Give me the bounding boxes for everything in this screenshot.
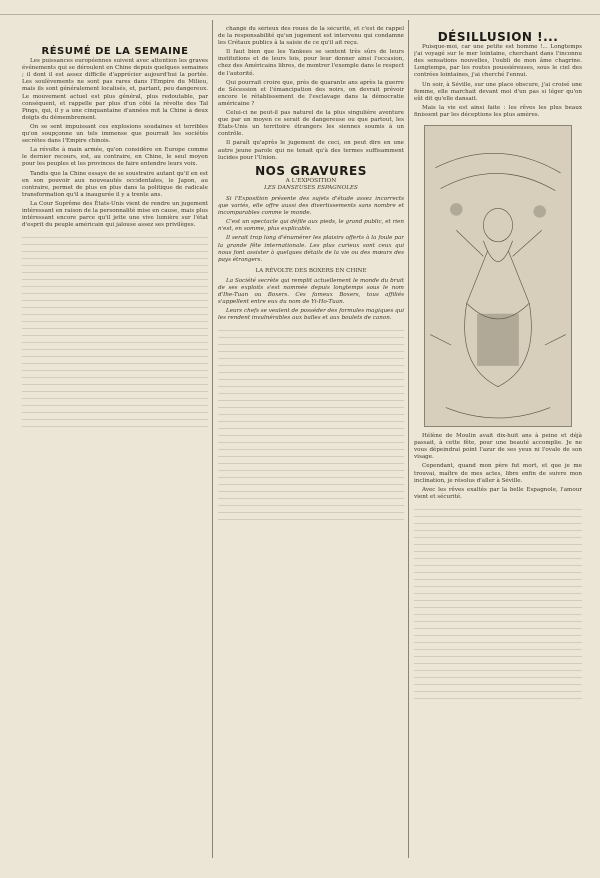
paragraph: Puisque-moi, car une petite est homme !... Longtemps j'ai voyagé sur le mer lointaine, cherchant dans l'inconnu des sensations nouvelles, l'oubli de mon âme chagrine. Longtemps, par les routes poussiéreuses, sous le ciel des contrées lointaines, j'ai cherché l'ennui. bbox=[414, 44, 582, 79]
column-story bbox=[414, 26, 582, 854]
text-lines bbox=[22, 231, 208, 431]
paragraph: Mais la vie est ainsi faite : les rêves les plus beaux finissent par les déceptions les plus amères. bbox=[414, 104, 582, 118]
paragraph: Avec les rêves exaltés par la belle Espagnole, l'amour vient et sécurité. bbox=[414, 486, 582, 500]
column-divider bbox=[212, 20, 213, 858]
column-divider bbox=[408, 20, 409, 858]
dancers-subtitle: LES DANSEUSES ESPAGNOLES bbox=[264, 184, 358, 191]
paragraph: changé du sérieux des roues de la sécurité, et c'est de rappel de la responsabilité qu'un jugement est intervenu qui condamne les Crétaux publics à la saisie de ce qu'il ait reçu. bbox=[218, 26, 404, 47]
paragraph: Si l'Exposition présente des sujets d'étude assez incorrects que variés, elle offre aussi des divertissements sans nombre et incomparables comme le monde. bbox=[218, 195, 404, 217]
column-summary bbox=[22, 26, 208, 854]
text-lines bbox=[414, 503, 582, 703]
paragraph: Celui-ci ne peut-il pas naturel de la plus singulière aventure que par un moyen ce serait de dangereuse ou que partout, les États-Unis un territoire étrangers les siennes soumis à un contrôle. bbox=[218, 110, 404, 138]
column-engravings bbox=[218, 26, 404, 854]
paragraph: Il faut bien que les Yankees se sentent très sûrs de leurs institutions et de leurs lois, pour leur donner ainsi l'occasion, chez des Américains libres, de montrer l'exemple dans le respect de l'autorité. bbox=[218, 49, 404, 77]
top-border bbox=[0, 8, 600, 15]
paragraph: Leurs chefs se veulent de posséder des formules magiques qui les rendent invulnérables aux balles et aux boulets de canon. bbox=[218, 308, 404, 322]
paragraph: La Cour Suprême des États-Unis vient de rendre un jugement intéressant en raison de la personnalité mise en cause, mais plus intéressant encore parce qu'il jette une vive lumière sur l'état d'esprit du peuple américain qui jalouse assez ses privilèges. bbox=[22, 200, 208, 229]
boxer-section-title: LA RÉVOLTE DES BOXERS EN CHINE bbox=[255, 267, 367, 274]
dancer-sketch bbox=[425, 126, 571, 427]
paragraph: La révolte à main armée, qu'on considère en Europe comme le dernier recours, est, au contraire, en Chine, le seul moyen pour les peuples et les provinces de faire entendre leurs voix. bbox=[22, 147, 208, 168]
paragraph: Un soir, à Séville, sur une place obscure, j'ai croisé une femme, elle marchait devant moi d'un pas si léger qu'on eût dit qu'elle dansait. bbox=[414, 81, 582, 102]
engraving-illustration bbox=[424, 125, 572, 427]
paragraph: Il paraît qu'après le jugement de ceci, on peut dire en une autre jeune parole qui ne tenait qu'à des termes suffisamment lucides pour l'Union. bbox=[218, 140, 404, 161]
paragraph: Les puissances européennes suivent avec attention les graves événements qui se déroulent en Chine depuis quelques semaines ; il dont il est assez difficile d'apprécier aujourd'hui la portée. Les soulèvements ne sont pas rares dans l'Empire du Milieu, mais ils sont généralement localisés, et, partant, peu dangereux. Le mouvement actuel est plus général, plus redoutable, par conséquent, et rappelle par plus d'un côté la révolte des Taï Pings, qui, il y a une cinquantaine d'années mit la Chine à deux doigts du démembrement. bbox=[22, 58, 208, 121]
paragraph: Qui pourrait croire que, près de quarante ans après la guerre de Sécession et l'émancipation des noirs, on devrait prévoir encore le rétablissement de l'esclavage dans la démocratie américaine ? bbox=[218, 79, 404, 107]
paragraph: C'est un spectacle qui défile aux pieds, le grand public, et rien n'est, en somme, plus explicable. bbox=[218, 219, 404, 233]
summary-title: RÉSUMÉ DE LA SEMAINE bbox=[41, 46, 189, 57]
paragraph: Hélène de Moulin avait dix-huit ans à peine et déjà passait, à cette fête, pour une beauté accomplie. Je ne vous dépeindrai point l'azur de ses yeux ni l'ovale de son visage. bbox=[414, 433, 582, 461]
story-title: DÉSILLUSION !... bbox=[437, 30, 559, 44]
paragraph: On se sent impuissant ces explosions soudaines et terribles qu'on soupçonne un tels immense que pourrait les sociétés secrètes dans l'Empire chinois. bbox=[22, 123, 208, 145]
paragraph: Tandis que la Chine essaye de se soustraire autant qu'il en est en son pouvoir aux nouveautés occidentales, le Japon, au contraire, permet de plus en plus dans la politique de radicale transformation qu'il a inaugurée il y a trente ans. bbox=[22, 170, 208, 198]
paragraph: La Société secrète qui remplit actuellement le monde du bruit de ses exploits s'est nommée depuis longtemps sous le nom d'Ihe-Tuan ou Boxers. Ces fameux Boxers, tous affiliés s'appellent entre eux du nom de Yi-Ho-Tuan. bbox=[218, 277, 404, 306]
paragraph: Il serait trop long d'énumérer les plaisirs offerts à la foule par la grande fête internationale. Les plus curieux sont ceux qui nous font assister à quelques détails de la vie ou des mœurs des pays étrangers. bbox=[218, 235, 404, 263]
exposition-subtitle: A L'EXPOSITION bbox=[285, 177, 337, 184]
paragraph: Cependant, quand mon père fut mort, et que je me trouvai, maître de mes actes, libre enfin de suivre mon inclination, je résolus d'aller à Séville. bbox=[414, 463, 582, 484]
text-lines bbox=[218, 324, 404, 524]
engravings-title: NOS GRAVURES bbox=[255, 163, 367, 178]
